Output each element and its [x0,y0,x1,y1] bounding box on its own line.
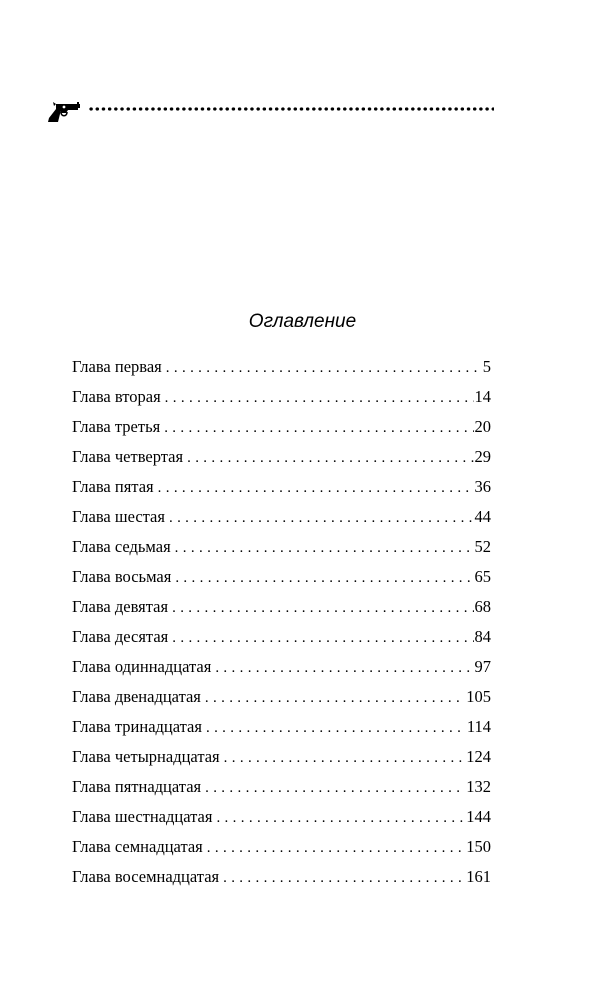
toc-entry-label: Глава шестнадцатая [72,807,213,826]
toc-entry[interactable] [72,472,491,502]
toc-entry-page-number: 44 [474,507,491,526]
toc-dot-leader [205,773,465,803]
header-ornament [46,96,496,126]
toc-entry-page-number: 52 [474,537,491,556]
toc-dot-leader [224,743,466,773]
toc-dot-leader [158,473,474,503]
toc-dot-leader [205,683,465,713]
toc-entry-label: Глава семнадцатая [72,837,203,856]
toc-entry-page-number: 29 [474,447,491,466]
toc-entry[interactable] [72,502,491,532]
toc-entry-page-number: 105 [466,687,491,706]
toc-dot-leader [165,383,474,413]
toc-entry-label: Глава четвертая [72,447,184,466]
dotted-rule [88,107,494,111]
toc-entry[interactable] [72,712,491,742]
pistol-icon [46,100,82,124]
toc-entry-label: Глава третья [72,417,161,436]
toc-entry-page-number: 161 [466,867,491,886]
toc-entry[interactable] [72,832,491,862]
toc-entry[interactable] [72,652,491,682]
toc-entry[interactable] [72,532,491,562]
toc-entry-label: Глава пятая [72,477,154,496]
toc-dot-leader [164,413,473,443]
toc-entry-label: Глава первая [72,357,162,376]
toc-entry-page-number: 132 [466,777,491,796]
toc-dot-leader [216,803,465,833]
toc-entry-page-number: 97 [474,657,491,676]
toc-list [72,352,491,892]
toc-dot-leader [206,713,466,743]
toc-dot-leader [172,593,473,623]
toc-dot-leader [172,623,473,653]
toc-entry-label: Глава восемнадцатая [72,867,220,886]
toc-entry-label: Глава тринадцатая [72,717,202,736]
toc-entry-page-number: 124 [466,747,491,766]
toc-entry-label: Глава шестая [72,507,165,526]
toc-entry-label: Глава одиннадцатая [72,657,212,676]
toc-dot-leader [223,863,465,893]
toc-entry-page-number: 150 [466,837,491,856]
toc-dot-leader [175,563,473,593]
toc-entry[interactable] [72,622,491,652]
toc-entry-page-number: 14 [474,387,491,406]
toc-entry-label: Глава седьмая [72,537,171,556]
toc-entry-label: Глава двенадцатая [72,687,201,706]
toc-entry-page-number: 68 [474,597,491,616]
toc-dot-leader [169,503,474,533]
toc-entry[interactable] [72,382,491,412]
toc-entry-page-number: 5 [482,357,491,376]
toc-entry[interactable] [72,862,491,892]
toc-entry[interactable] [72,442,491,472]
toc-entry-label: Глава пятнадцатая [72,777,202,796]
toc-entry-page-number: 144 [466,807,491,826]
toc-entry-label: Глава восьмая [72,567,172,586]
toc-dot-leader [187,443,473,473]
toc-entry-label: Глава десятая [72,627,169,646]
toc-entry-page-number: 20 [474,417,491,436]
toc-entry-label: Глава девятая [72,597,169,616]
toc-dot-leader [175,533,474,563]
toc-entry[interactable] [72,682,491,712]
toc-entry[interactable] [72,592,491,622]
toc-entry-page-number: 84 [474,627,491,646]
toc-entry-label: Глава четырнадцатая [72,747,220,766]
toc-title: Оглавление [248,311,357,332]
toc-entry-label: Глава вторая [72,387,161,406]
toc-dot-leader [166,353,482,383]
toc-entry[interactable] [72,562,491,592]
toc-dot-leader [215,653,473,683]
toc-entry[interactable] [72,352,491,382]
toc-entry-page-number: 114 [466,717,491,736]
toc-entry[interactable] [72,412,491,442]
toc-entry-page-number: 65 [474,567,491,586]
toc-entry[interactable] [72,772,491,802]
toc-dot-leader [207,833,465,863]
toc-entry-page-number: 36 [474,477,491,496]
toc-entry[interactable] [72,742,491,772]
toc-entry[interactable] [72,802,491,832]
